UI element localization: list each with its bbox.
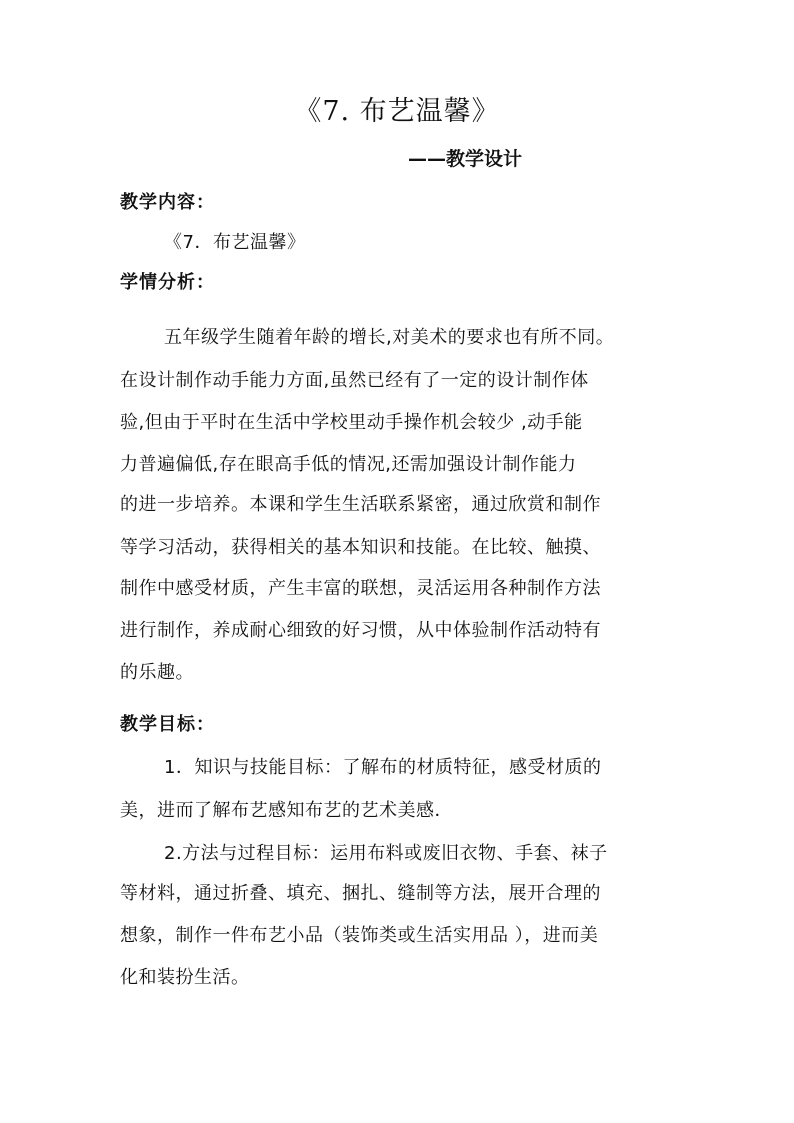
goal-line: 化和装扮生活。: [120, 967, 250, 988]
analysis-line: 验,但由于平时在生活中学校里动手操作机会较少 ,动手能: [120, 412, 583, 433]
goal-line: 1．知识与技能目标：了解布的材质特征，感受材质的: [164, 757, 602, 778]
analysis-line: 的进一步培养。本课和学生生活联系紧密，通过欣赏和制作: [120, 494, 601, 515]
document-title: 《7. 布艺温馨》: [294, 96, 500, 127]
goal-line: 想象，制作一件布艺小品（装饰类或生活实用品 ），进而美: [120, 925, 599, 946]
teaching-goals-heading: 教学目标：: [120, 714, 215, 735]
analysis-line: 力普遍偏低,存在眼高手低的情况,还需加强设计制作能力: [120, 454, 577, 475]
goal-line: 2.方法与过程目标：运用布料或废旧衣物、手套、袜子: [164, 843, 608, 864]
analysis-line: 进行制作，养成耐心细致的好习惯，从中体验制作活动特有: [120, 620, 601, 641]
analysis-line: 的乐趣。: [120, 662, 194, 683]
student-analysis-heading: 学情分析：: [120, 272, 215, 293]
analysis-line: 等学习活动，获得相关的基本知识和技能。在比较、触摸、: [120, 537, 601, 558]
teaching-content-text: 《7．布艺温馨》: [164, 232, 306, 253]
teaching-content-heading: 教学内容：: [120, 192, 215, 213]
analysis-line: 在设计制作动手能力方面,虽然已经有了一定的设计制作体: [120, 370, 589, 391]
document-subtitle: ——教学设计: [408, 148, 523, 170]
analysis-line: 五年级学生随着年龄的增长,对美术的要求也有所不同。: [164, 327, 615, 348]
analysis-line: 制作中感受材质，产生丰富的联想，灵活运用各种制作方法: [120, 578, 601, 599]
goal-line: 美，进而了解布艺感知布艺的艺术美感．: [120, 800, 453, 821]
goal-line: 等材料，通过折叠、填充、捆扎、缝制等方法，展开合理的: [120, 883, 601, 904]
